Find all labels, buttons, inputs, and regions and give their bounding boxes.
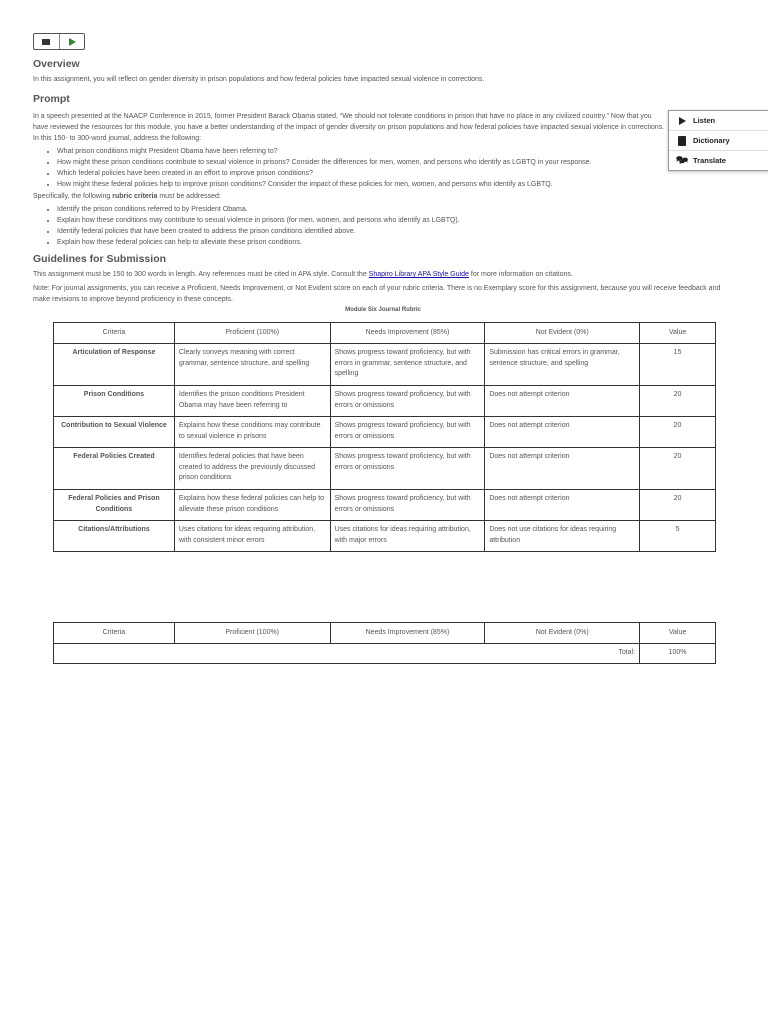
proficient-cell: Identifies federal policies that have been created to address the previously discussed prison conditions [174, 448, 330, 490]
table-header-row [54, 623, 716, 644]
total-row [54, 644, 716, 664]
criteria-intro-text: Specifically, the following [33, 193, 113, 200]
column-header: Criteria [54, 623, 175, 644]
not-evident-cell: Does not attempt criterion [485, 386, 640, 417]
list-item: • Identify the prison conditions referred to by President Obama. [57, 204, 733, 215]
translate-label: Translate [693, 156, 726, 165]
table-row [54, 417, 716, 448]
not-evident-cell: Does not attempt criterion [485, 490, 640, 521]
value-cell: 20 [640, 448, 716, 490]
table-row [54, 386, 716, 417]
proficient-cell: Identifies the prison conditions President Obama may have been referring to [174, 386, 330, 417]
criteria-list [33, 204, 733, 248]
needs-improvement-cell: Uses citations for ideas requiring attribution, with major errors [330, 521, 485, 552]
overview-heading: Overview [33, 58, 80, 70]
proficient-cell: Explains how these conditions may contribute to sexual violence in prisons [174, 417, 330, 448]
prompt-text: In a speech presented at the NAACP Conference in 2015, former President Barack Obama stated, “We should not tolerate conditions in prison that have no place in any civilized country.” Now that you have reviewed the resources for this module, you have a better understanding of the impact of gender diversity on prison populations and how federal policies have impacted sexual violence in corrections. In this 150- to 300-word journal, address the following: [33, 113, 665, 142]
value-cell: 20 [640, 417, 716, 448]
table-header-row [54, 323, 716, 344]
total-value: 100% [640, 644, 716, 664]
dictionary-label: Dictionary [693, 136, 730, 145]
table-row [54, 490, 716, 521]
criteria-cell: Prison Conditions [54, 386, 175, 417]
list-item: • Explain how these conditions may contribute to sexual violence in prisons (for men, women, and persons who identify as LGBTQ). [57, 215, 733, 226]
column-header: Value [640, 623, 716, 644]
not-evident-cell: Submission has critical errors in grammar, sentence structure, and spelling [485, 344, 640, 386]
needs-improvement-cell: Shows progress toward proficiency, but with errors in grammar, sentence structure, and spelling [330, 344, 485, 386]
list-item: • Explain how these federal policies can help to alleviate these prison conditions. [57, 237, 733, 248]
prompt-heading: Prompt [33, 93, 70, 105]
guidelines-text: This assignment must be 150 to 300 words in length. Any references must be cited in APA style. Consult the [33, 271, 369, 278]
column-header: Criteria [54, 323, 175, 344]
not-evident-cell: Does not use citations for ideas requiring attribution [485, 521, 640, 552]
column-header: Needs Improvement (85%) [330, 623, 485, 644]
criteria-intro [33, 191, 733, 202]
criteria-cell: Citations/Attributions [54, 521, 175, 552]
column-header: Value [640, 323, 716, 344]
play-button[interactable] [59, 34, 85, 49]
list-item: • How might these federal policies help to improve prison conditions? Consider the impact of these policies for men, women, and persons who identify as LGBTQ. [57, 179, 733, 190]
column-header: Proficient (100%) [174, 623, 330, 644]
list-item: • What prison conditions might President Obama have been referring to? [57, 146, 733, 157]
book-icon [677, 136, 687, 146]
menu-icon [42, 39, 50, 45]
guidelines-note: Note: For journal assignments, you can receive a Proficient, Needs Improvement, or Not Evident score on each of your rubric criteria. There is no Exemplary score for this assignment, because you will receive feedback and make revisions to improve beyond proficiency in these concepts. [33, 285, 721, 303]
rubric-caption: Module Six Journal Rubric [345, 307, 421, 313]
column-header: Not Evident (0%) [485, 623, 640, 644]
criteria-cell: Federal Policies and Prison Conditions [54, 490, 175, 521]
table-row [54, 344, 716, 386]
proficient-cell: Explains how these federal policies can help to alleviate these prison conditions [174, 490, 330, 521]
criteria-intro-text: must be addressed: [157, 193, 221, 200]
value-cell: 15 [640, 344, 716, 386]
play-icon [69, 38, 76, 46]
assignment-content [33, 33, 733, 313]
needs-improvement-cell: Shows progress toward proficiency, but with errors or omissions [330, 490, 485, 521]
rubric-table [53, 322, 716, 552]
criteria-cell: Contribution to Sexual Violence [54, 417, 175, 448]
not-evident-cell: Does not attempt criterion [485, 417, 640, 448]
total-label: Total: [54, 644, 640, 664]
menu-button[interactable] [34, 34, 59, 49]
listen-button[interactable] [669, 111, 768, 130]
listen-label: Listen [693, 116, 716, 125]
column-header: Not Evident (0%) [485, 323, 640, 344]
proficient-cell: Uses citations for ideas requiring attribution, with consistent minor errors [174, 521, 330, 552]
criteria-intro-bold: rubric criteria [112, 193, 158, 200]
guidelines-length-text [33, 269, 733, 280]
play-icon [677, 117, 687, 125]
prompt-question-list [33, 146, 733, 190]
apa-style-guide-link[interactable]: Shapiro Library APA Style Guide [368, 271, 469, 278]
list-item: • Which federal policies have been created in an effort to improve prison conditions? [57, 168, 733, 179]
criteria-cell: Articulation of Response [54, 344, 175, 386]
needs-improvement-cell: Shows progress toward proficiency, but with errors or omissions [330, 386, 485, 417]
column-header: Needs Improvement (85%) [330, 323, 485, 344]
not-evident-cell: Does not attempt criterion [485, 448, 640, 490]
criteria-cell: Federal Policies Created [54, 448, 175, 490]
list-item: • Identify federal policies that have been created to address the prison conditions identified above. [57, 226, 733, 237]
column-header: Proficient (100%) [174, 323, 330, 344]
reader-toolbar [33, 33, 85, 50]
list-item: • How might these prison conditions contribute to sexual violence in prisons? Consider the differences for men, women, and persons who identify as LGBTQ in your response. [57, 157, 733, 168]
value-cell: 5 [640, 521, 716, 552]
proficient-cell: Clearly conveys meaning with correct grammar, sentence structure, and spelling [174, 344, 330, 386]
guidelines-text: for more information on citations. [468, 271, 573, 278]
table-row [54, 521, 716, 552]
reading-tools-panel [668, 110, 768, 171]
table-row [54, 448, 716, 490]
translate-icon: 🗫 [676, 154, 688, 165]
guidelines-heading: Guidelines for Submission [33, 253, 167, 265]
value-cell: 20 [640, 490, 716, 521]
needs-improvement-cell: Shows progress toward proficiency, but with errors or omissions [330, 417, 485, 448]
overview-text: In this assignment, you will reflect on gender diversity in prison populations and how federal policies have impacted sexual violence in corrections. [33, 76, 485, 83]
dictionary-button[interactable] [669, 130, 768, 150]
needs-improvement-cell: Shows progress toward proficiency, but with errors or omissions [330, 448, 485, 490]
value-cell: 20 [640, 386, 716, 417]
translate-button[interactable] [669, 150, 768, 170]
rubric-total-table [53, 622, 716, 664]
